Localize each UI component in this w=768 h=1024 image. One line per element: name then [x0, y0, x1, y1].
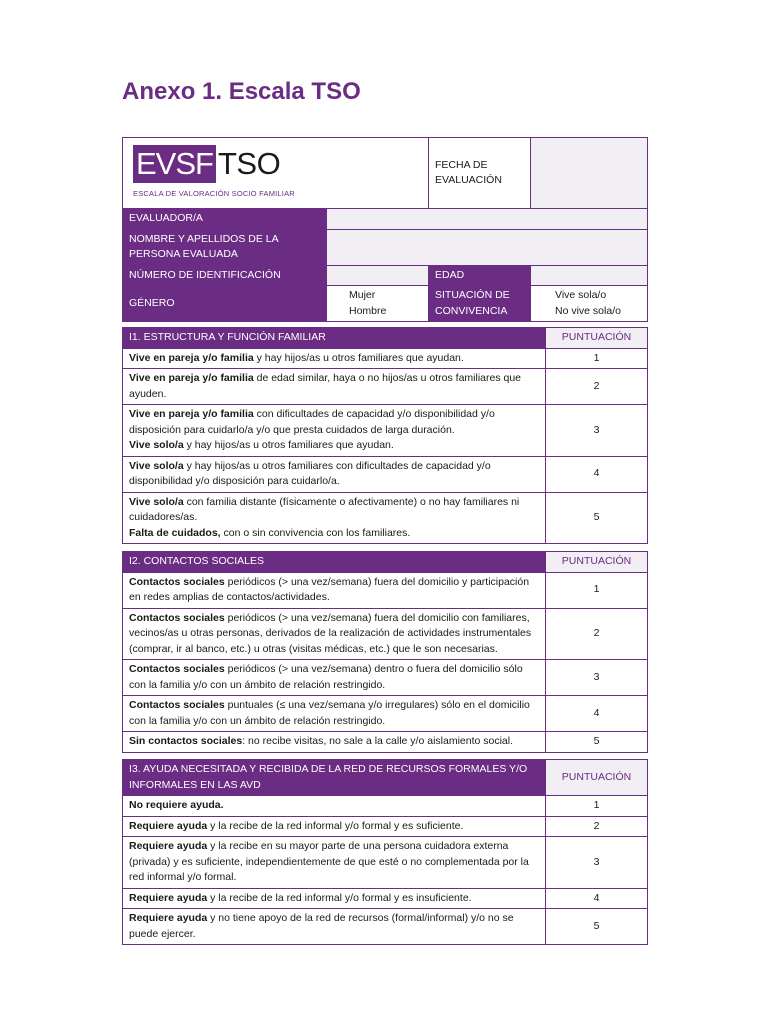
- situacion-option-sola[interactable]: Vive sola/o: [555, 289, 607, 301]
- criterion-cell: [123, 405, 546, 457]
- nombre-field[interactable]: [327, 229, 648, 265]
- criterion-cell: [123, 660, 546, 696]
- section-title: I1. ESTRUCTURA Y FUNCIÓN FAMILIAR: [123, 328, 546, 349]
- score-cell[interactable]: 4: [546, 696, 648, 732]
- table-row[interactable]: [123, 369, 648, 405]
- criterion-cell: [123, 837, 546, 889]
- criterion-text: y hay hijos/as u otros familiares que ayudan.: [183, 439, 394, 451]
- criterion-line: [129, 495, 539, 526]
- situacion-option-no-sola[interactable]: No vive sola/o: [555, 304, 621, 317]
- criterion-line: [129, 351, 539, 367]
- section-title: I2. CONTACTOS SOCIALES: [123, 552, 546, 573]
- situacion-options[interactable]: [531, 286, 648, 322]
- criterion-line: [129, 371, 539, 402]
- criterion-text: y no tiene apoyo de la red de recursos (formal/informal) y/o no se puede ejercer.: [129, 912, 514, 940]
- criterion-text: con o sin convivencia con los familiares.: [220, 526, 411, 539]
- table-row[interactable]: [123, 816, 648, 837]
- criterion-bold: Requiere ayuda: [129, 840, 208, 852]
- criterion-bold: Contactos sociales: [129, 575, 225, 588]
- criterion-bold: Vive en pareja y/o familia: [129, 372, 254, 384]
- score-cell[interactable]: 2: [546, 369, 648, 405]
- criterion-cell: [123, 732, 546, 753]
- score-cell[interactable]: 3: [546, 837, 648, 889]
- criterion-text: periódicos (> una vez/semana) dentro o fuera del domicilio sólo con la familia y/o con un ámbito de relación restringido.: [129, 663, 523, 691]
- section-estructura-familiar: [122, 327, 648, 544]
- criterion-text: y la recibe de la red informal y/o formal y es insuficiente.: [207, 891, 472, 904]
- criterion-bold: Vive solo/a: [129, 439, 184, 451]
- genero-option-mujer[interactable]: Mujer: [349, 289, 376, 301]
- criterion-text: : no recibe visitas, no sale a la calle y/o aislamiento social.: [242, 735, 514, 747]
- section-contactos-sociales: [122, 551, 648, 753]
- logo-evsf: EVSF: [133, 145, 216, 183]
- table-row[interactable]: [123, 837, 648, 889]
- criterion-bold: Vive en pareja y/o familia: [129, 351, 254, 364]
- criterion-line: [129, 438, 539, 454]
- genero-option-hombre[interactable]: Hombre: [349, 304, 387, 317]
- logo-subtitle: ESCALA DE VALORACIÓN SOCIO FAMILIAR: [133, 188, 295, 198]
- edad-field[interactable]: [531, 265, 648, 286]
- score-cell[interactable]: 1: [546, 796, 648, 817]
- criterion-bold: Vive solo/a: [129, 459, 184, 472]
- puntuacion-header: PUNTUACIÓN: [546, 552, 648, 573]
- criterion-line: [129, 459, 539, 490]
- table-row[interactable]: [123, 732, 648, 753]
- criterion-line: [129, 798, 539, 814]
- criterion-bold: Requiere ayuda: [129, 819, 208, 832]
- score-cell[interactable]: 1: [546, 348, 648, 369]
- logo-tso: TSO: [217, 145, 281, 181]
- criterion-cell: [123, 456, 546, 492]
- criterion-line: [129, 891, 539, 907]
- score-cell[interactable]: 2: [546, 816, 648, 837]
- criterion-bold: Contactos sociales: [129, 663, 225, 675]
- criterion-bold: Contactos sociales: [129, 699, 225, 711]
- criterion-bold: Requiere ayuda: [129, 891, 208, 904]
- evsf-tso-logo: [133, 145, 418, 183]
- numero-field[interactable]: [327, 265, 429, 286]
- situacion-label: SITUACIÓN DE CONVIVENCIA: [429, 286, 531, 322]
- score-cell[interactable]: 5: [546, 492, 648, 544]
- score-cell[interactable]: 3: [546, 405, 648, 457]
- table-row[interactable]: [123, 909, 648, 945]
- criterion-text: puntuales (≤ una vez/semana y/o irregulares) sólo en el domicilio con la familia y/o con un ámbito de relación restringido.: [129, 699, 530, 727]
- table-row[interactable]: [123, 696, 648, 732]
- score-cell[interactable]: 4: [546, 456, 648, 492]
- criterion-line: [129, 526, 539, 542]
- criterion-text: periódicos (> una vez/semana) fuera del domicilio con familiares, vecinos/as u otras personas, derivados de la realización de actividades instrumentales (comprar, ir al banco, etc.) u otras (visitas médicas, etc.) que le son necesarias.: [129, 611, 532, 655]
- fecha-field[interactable]: [531, 138, 648, 209]
- puntuacion-header: PUNTUACIÓN: [546, 328, 648, 349]
- genero-label: GÉNERO: [123, 286, 327, 322]
- criterion-text: y la recibe de la red informal y/o formal y es suficiente.: [207, 819, 464, 832]
- criterion-text: con dificultades de capacidad y/o disponibilidad y/o disposición para cuidarlo/a y/o que presta cuidados de larga duración.: [129, 408, 495, 436]
- criterion-bold: Falta de cuidados,: [129, 526, 221, 539]
- criterion-line: [129, 819, 539, 835]
- criterion-line: [129, 575, 539, 606]
- score-cell[interactable]: 3: [546, 660, 648, 696]
- score-cell[interactable]: 5: [546, 909, 648, 945]
- nombre-label: NOMBRE Y APELLIDOS DE LA PERSONA EVALUADA: [123, 229, 327, 265]
- logo-cell: [123, 138, 429, 209]
- genero-options[interactable]: [327, 286, 429, 322]
- criterion-cell: [123, 696, 546, 732]
- table-row[interactable]: [123, 796, 648, 817]
- criterion-line: [129, 662, 539, 693]
- criterion-text: periódicos (> una vez/semana) fuera del domicilio y participación en redes amplias de contactos/actividades.: [129, 575, 530, 603]
- criterion-line: [129, 734, 539, 750]
- criterion-cell: [123, 816, 546, 837]
- evaluador-field[interactable]: [327, 209, 648, 230]
- criterion-line: [129, 839, 539, 886]
- criterion-cell: [123, 369, 546, 405]
- table-row[interactable]: [123, 405, 648, 457]
- criterion-cell: [123, 608, 546, 660]
- page-title: Anexo 1. Escala TSO: [122, 78, 361, 105]
- criterion-cell: [123, 796, 546, 817]
- puntuacion-header: PUNTUACIÓN: [546, 760, 648, 796]
- table-row[interactable]: [123, 888, 648, 909]
- table-row[interactable]: [123, 608, 648, 660]
- score-cell[interactable]: 4: [546, 888, 648, 909]
- criterion-line: [129, 611, 539, 658]
- criterion-cell: [123, 492, 546, 544]
- criterion-cell: [123, 572, 546, 608]
- numero-label: NÚMERO DE IDENTIFICACIÓN: [123, 265, 327, 286]
- table-row[interactable]: [123, 348, 648, 369]
- score-cell[interactable]: 2: [546, 608, 648, 660]
- criterion-bold: Sin contactos sociales: [129, 735, 243, 747]
- criterion-text: y hay hijos/as u otros familiares con dificultades de capacidad y/o disponibilidad y/o disposición para cuidarlo/a.: [129, 459, 491, 487]
- criterion-text: y hay hijos/as u otros familiares que ayudan.: [253, 351, 464, 364]
- edad-label: EDAD: [429, 265, 531, 286]
- criterion-bold: Contactos sociales: [129, 611, 225, 624]
- criterion-text: y la recibe en su mayor parte de una persona cuidadora externa (privada) y es suficiente, independientemente de que esté o no complementada por la red informal y/o formal.: [129, 840, 529, 883]
- criterion-line: [129, 698, 539, 729]
- criterion-line: [129, 407, 539, 438]
- section-ayuda-avd: [122, 759, 648, 945]
- criterion-text: con familia distante (físicamente o afectivamente) o no hay familiares ni cuidadores/as.: [129, 495, 520, 523]
- score-cell[interactable]: 1: [546, 572, 648, 608]
- criterion-bold: Requiere ayuda: [129, 912, 208, 924]
- criterion-bold: Vive solo/a: [129, 495, 184, 508]
- criterion-bold: No requiere ayuda.: [129, 799, 224, 811]
- table-row[interactable]: [123, 456, 648, 492]
- criterion-bold: Vive en pareja y/o familia: [129, 408, 254, 420]
- table-row[interactable]: [123, 572, 648, 608]
- criterion-cell: [123, 909, 546, 945]
- criterion-cell: [123, 888, 546, 909]
- criterion-cell: [123, 348, 546, 369]
- fecha-label: FECHA DE EVALUACIÓN: [429, 138, 531, 209]
- score-cell[interactable]: 5: [546, 732, 648, 753]
- evaluation-header-table: [122, 137, 648, 322]
- criterion-text: de edad similar, haya o no hijos/as u otros familiares que ayuden.: [129, 372, 522, 400]
- section-title: I3. AYUDA NECESITADA Y RECIBIDA DE LA RED DE RECURSOS FORMALES Y/O INFORMALES EN LAS AVD: [123, 760, 546, 796]
- table-row[interactable]: [123, 492, 648, 544]
- evaluador-label: EVALUADOR/A: [123, 209, 327, 230]
- table-row[interactable]: [123, 660, 648, 696]
- criterion-line: [129, 911, 539, 942]
